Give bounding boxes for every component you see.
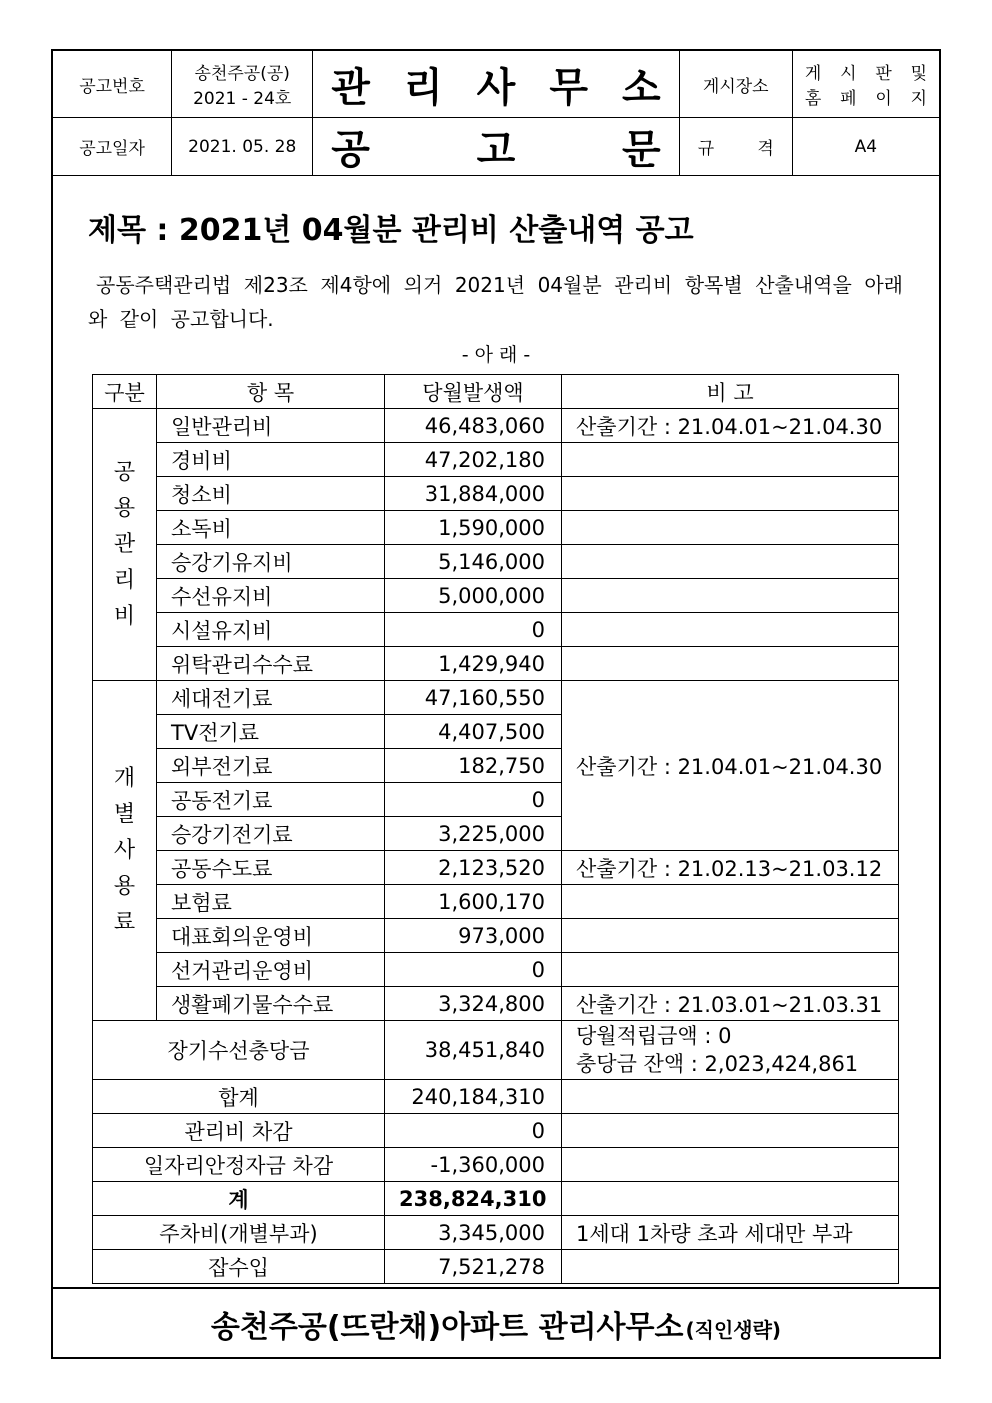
total-amount: 238,824,310 (385, 1182, 562, 1216)
post-place-label: 게시장소 (679, 51, 792, 118)
notice-date-label: 공고일자 (53, 118, 172, 176)
intro-paragraph: 공동주택관리법 제23조 제4항에 의거 2021년 04월분 관리비 항목별 산출내역을 아래와 같이 공고합니다. (88, 273, 903, 331)
row-item: 경비비 (157, 443, 385, 477)
row-amount: 973,000 (385, 919, 562, 953)
row-amount: 0 (385, 613, 562, 647)
table-row (93, 477, 899, 511)
table-row (93, 443, 899, 477)
row-amount: 3,225,000 (385, 817, 562, 851)
notice-no-label: 공고번호 (53, 51, 172, 118)
document-title: 제목 : 2021년 04월분 관리비 산출내역 공고 (88, 213, 694, 248)
electricity-period-note: 산출기간 : 21.04.01~21.04.30 (562, 681, 899, 851)
table-row (93, 1216, 899, 1250)
reserve-note: 당월적립금액 : 0 충당금 잔액 : 2,023,424,861 (562, 1021, 899, 1080)
row-amount: 2,123,520 (385, 851, 562, 885)
row-amount: 1,590,000 (385, 511, 562, 545)
row-item: 선거관리운영비 (157, 953, 385, 987)
row-item: 대표회의운영비 (157, 919, 385, 953)
row-item: 승강기유지비 (157, 545, 385, 579)
table-row (93, 1250, 899, 1284)
table-row (93, 579, 899, 613)
row-note (562, 545, 899, 579)
row-amount: 5,000,000 (385, 579, 562, 613)
fee-breakdown-table (92, 374, 899, 1284)
row-amount: 1,600,170 (385, 885, 562, 919)
row-item: 공동수도료 (157, 851, 385, 885)
summary-note (562, 1148, 899, 1182)
seal-omitted-note: (직인생략) (685, 1317, 782, 1342)
table-row (93, 1021, 899, 1080)
row-item: 시설유지비 (157, 613, 385, 647)
table-row (93, 409, 899, 443)
row-item: 공동전기료 (157, 783, 385, 817)
summary-note (562, 1080, 899, 1114)
row-item: 외부전기료 (157, 749, 385, 783)
notice-no-value: 송천주공(공) 2021 - 24호 (172, 51, 313, 118)
table-row (93, 681, 899, 715)
row-note (562, 885, 899, 919)
row-note (562, 953, 899, 987)
row-note (562, 613, 899, 647)
summary-note (562, 1114, 899, 1148)
notice-header-table (52, 50, 940, 176)
header-category: 구분 (93, 375, 157, 409)
notice-date-value: 2021. 05. 28 (172, 118, 313, 176)
row-note (562, 477, 899, 511)
row-amount: 4,407,500 (385, 715, 562, 749)
row-amount: 47,160,550 (385, 681, 562, 715)
row-note: 산출기간 : 21.04.01~21.04.30 (562, 409, 899, 443)
table-row (93, 1148, 899, 1182)
table-row (93, 511, 899, 545)
table-row (93, 613, 899, 647)
misc-income-note (562, 1250, 899, 1284)
row-item: TV전기료 (157, 715, 385, 749)
table-row (93, 1114, 899, 1148)
row-item: 승강기전기료 (157, 817, 385, 851)
row-note (562, 919, 899, 953)
summary-item: 일자리안정자금 차감 (93, 1148, 385, 1182)
table-row (93, 953, 899, 987)
row-item: 생활폐기물수수료 (157, 987, 385, 1021)
row-item: 소독비 (157, 511, 385, 545)
row-amount: 0 (385, 783, 562, 817)
row-item: 보험료 (157, 885, 385, 919)
misc-income-amount: 7,521,278 (385, 1250, 562, 1284)
water-period-note: 산출기간 : 21.02.13~21.03.12 (562, 851, 899, 885)
spec-label: 규 격 (679, 118, 792, 176)
summary-amount: -1,360,000 (385, 1148, 562, 1182)
reserve-item: 장기수선충당금 (93, 1021, 385, 1080)
row-note (562, 443, 899, 477)
row-amount: 182,750 (385, 749, 562, 783)
summary-amount: 240,184,310 (385, 1080, 562, 1114)
row-item: 수선유지비 (157, 579, 385, 613)
table-row (93, 1182, 899, 1216)
table-row (93, 919, 899, 953)
row-amount: 3,324,800 (385, 987, 562, 1021)
summary-item: 합계 (93, 1080, 385, 1114)
row-note (562, 579, 899, 613)
row-amount: 47,202,180 (385, 443, 562, 477)
table-row (93, 647, 899, 681)
summary-amount: 0 (385, 1114, 562, 1148)
row-amount: 5,146,000 (385, 545, 562, 579)
row-item: 위탁관리수수료 (157, 647, 385, 681)
office-title: 관 리 사 무 소 (313, 51, 679, 118)
section-subhead: - 아 래 - (461, 344, 531, 366)
total-note (562, 1182, 899, 1216)
header-amount: 당월발생액 (385, 375, 562, 409)
row-amount: 31,884,000 (385, 477, 562, 511)
table-row (93, 987, 899, 1021)
row-item: 세대전기료 (157, 681, 385, 715)
summary-item: 관리비 차감 (93, 1114, 385, 1148)
table-row (93, 851, 899, 885)
row-note (562, 511, 899, 545)
row-amount: 1,429,940 (385, 647, 562, 681)
table-row (93, 545, 899, 579)
post-place-value: 게 시 판 및 홈 페 이 지 (792, 51, 939, 118)
parking-item: 주차비(개별부과) (93, 1216, 385, 1250)
row-amount: 46,483,060 (385, 409, 562, 443)
waste-period-note: 산출기간 : 21.03.01~21.03.31 (562, 987, 899, 1021)
notice-title: 공 고 문 (313, 118, 679, 176)
parking-note: 1세대 1차량 초과 세대만 부과 (562, 1216, 899, 1250)
header-item: 항 목 (157, 375, 385, 409)
office-name: 송천주공(뜨란채)아파트 관리사무소 (210, 1310, 684, 1345)
row-amount: 0 (385, 953, 562, 987)
row-item: 청소비 (157, 477, 385, 511)
footer-signature (52, 1287, 940, 1359)
group-individual: 개 별 사 용 료 (93, 681, 157, 1021)
spec-value: A4 (792, 118, 939, 176)
table-row (93, 1080, 899, 1114)
table-row (93, 885, 899, 919)
header-note: 비 고 (562, 375, 899, 409)
misc-income-item: 잡수입 (93, 1250, 385, 1284)
row-note (562, 647, 899, 681)
total-item: 계 (93, 1182, 385, 1216)
row-item: 일반관리비 (157, 409, 385, 443)
reserve-amount: 38,451,840 (385, 1021, 562, 1080)
parking-amount: 3,345,000 (385, 1216, 562, 1250)
group-common: 공 용 관 리 비 (93, 409, 157, 681)
